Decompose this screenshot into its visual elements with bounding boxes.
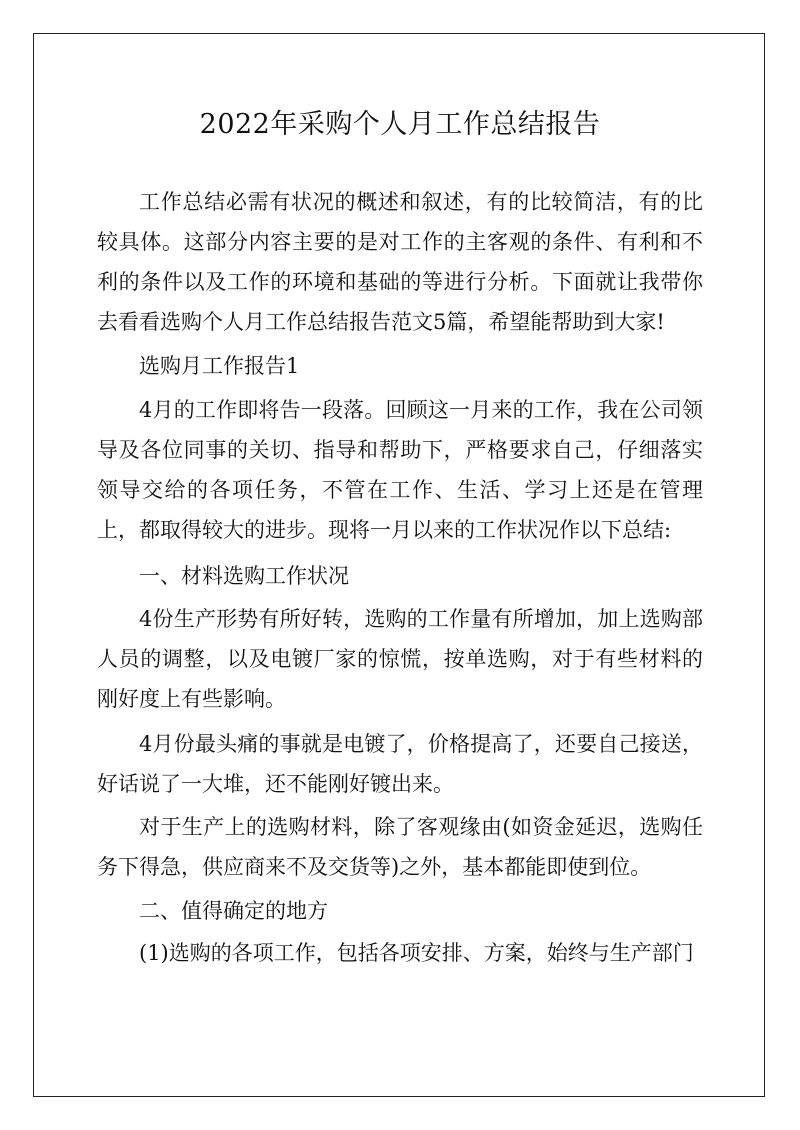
document-title: 2022年采购个人月工作总结报告: [199, 109, 601, 140]
body-paragraph-overview: 4月的工作即将告一段落。回顾这一月来的工作，我在公司领导及各位同事的关切、指导和帮助下，严格要求自己，仔细落实领导交给的各项任务，不管在工作、生活、学习上还是在管理上，都取得较大的进步。现将一月以来的工作状况作以下总结:: [97, 398, 703, 542]
section-heading-material-purchasing: 一、材料选购工作状况: [139, 564, 349, 588]
section-heading-affirmed-points: 二、值得确定的地方: [139, 899, 328, 923]
intro-paragraph: 工作总结必需有状况的概述和叙述，有的比较简洁，有的比较具体。这部分内容主要的是对工作的主客观的条件、有利和不利的条件以及工作的环境和基础的等进行分析。下面就让我带你去看看选购个人月工作总结报告范文5篇，希望能帮助到大家!: [97, 190, 703, 334]
body-paragraph-point-1: (1)选购的各项工作，包括各项安排、方案，始终与生产部门: [139, 941, 694, 965]
body-paragraph-production: 4份生产形势有所好转，选购的工作量有所增加，加上选购部人员的调整，以及电镀厂家的惊慌，按单选购，对于有些材料的刚好度上有些影响。: [97, 607, 703, 711]
section-heading-report-1: 选购月工作报告1: [139, 354, 300, 378]
body-paragraph-electroplating: 4月份最头痛的事就是电镀了，价格提高了，还要自己接送，好话说了一大堆，还不能刚好镀出来。: [97, 732, 703, 796]
body-paragraph-materials: 对于生产上的选购材料，除了客观缘由(如资金延迟，选购任务下得急，供应商来不及交货等)之外，基本都能即使到位。: [97, 815, 703, 879]
